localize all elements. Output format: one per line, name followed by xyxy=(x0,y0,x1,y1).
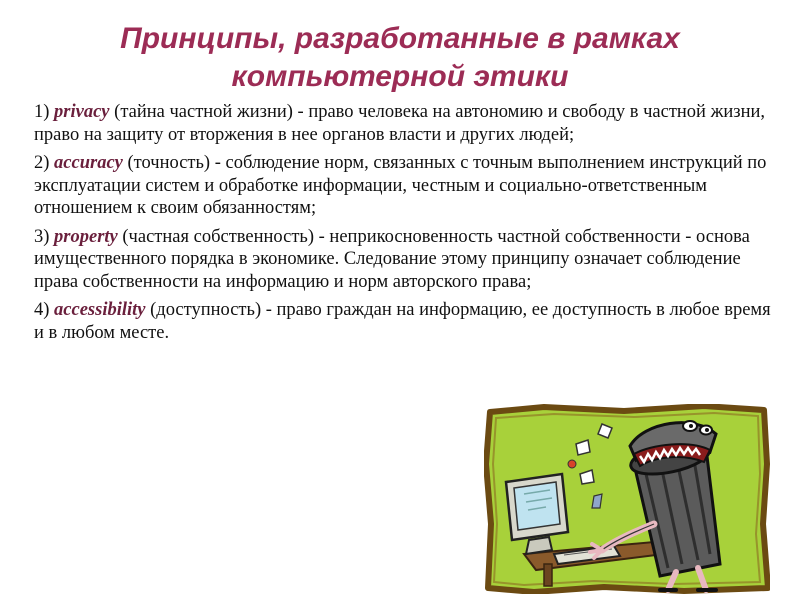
principle-item-property xyxy=(34,226,780,294)
principle-item-privacy xyxy=(34,101,780,146)
principle-item-accessibility xyxy=(34,299,780,344)
term-privacy: privacy xyxy=(54,102,110,122)
item-number: 3) xyxy=(34,226,55,247)
term-accuracy: accuracy xyxy=(54,153,123,173)
title-line-2: компьютерной этики xyxy=(231,60,569,93)
item-number: 4) xyxy=(34,300,55,320)
item-description: (точность) - соблюдение норм, связанных с точным выполнением инструкций по эксплуатации систем и обработке информации, честным и социально-ответственным отношением к своим обязанностям; xyxy=(34,153,767,218)
term-accessibility: accessibility xyxy=(54,300,146,320)
item-number: 2) xyxy=(34,153,55,173)
trash-can-monster-icon xyxy=(484,404,770,594)
slide-title xyxy=(40,20,760,96)
title-line-1: Принципы, разработанные в рамках xyxy=(120,22,680,55)
principles-list xyxy=(34,101,780,350)
item-description: (тайна частной жизни) - право человека на автономию и свободу в частной жизни, право на защиту от вторжения в нее органов власти и других людей; xyxy=(34,102,765,145)
term-property: property xyxy=(54,226,118,247)
item-description: (доступность) - право граждан на информацию, ее доступность в любое время и в любом месте. xyxy=(34,300,771,343)
item-number: 1) xyxy=(34,102,55,122)
principle-item-accuracy xyxy=(34,152,780,220)
item-description: (частная собственность) - неприкосновенность частной собственности - основа имущественного порядка в экономике. Следование этому принципу означает соблюдение права собственности на информацию и норм авторского права; xyxy=(34,226,750,292)
